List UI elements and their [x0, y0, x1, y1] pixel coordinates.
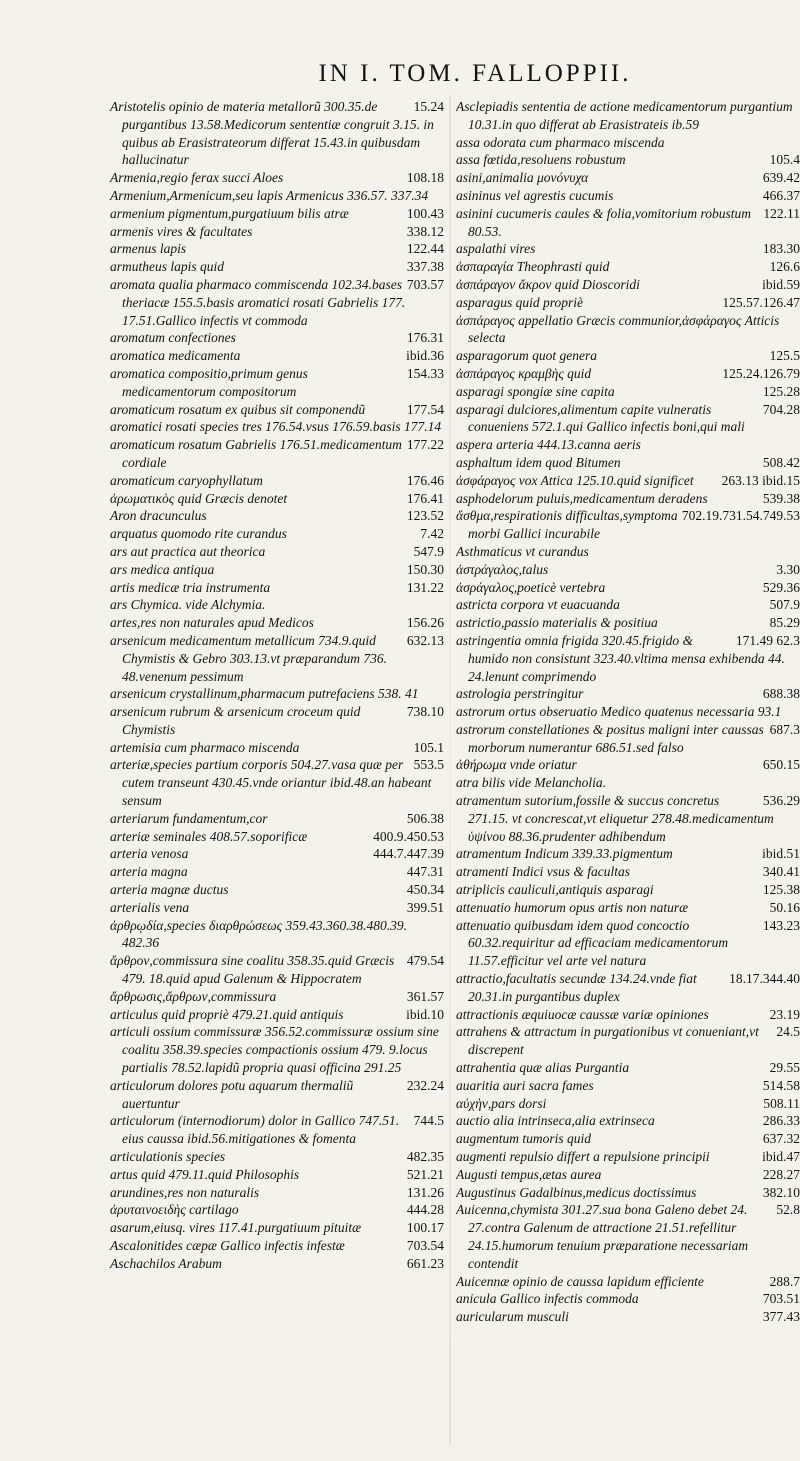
index-entry: [110, 507, 444, 525]
index-entry: [110, 543, 444, 561]
entry-page-ref: 514.58: [762, 1077, 800, 1093]
entry-text: asparagi spongiæ sine capita: [456, 383, 615, 399]
entry-text: ἀσπάραγον ἄκρον quid Dioscoridi: [456, 276, 640, 292]
entry-page-ref: 176.41: [406, 490, 444, 506]
entry-page-ref: 703.51: [762, 1291, 800, 1307]
index-entry: [110, 1077, 444, 1113]
entry-page-ref: 466.37: [762, 187, 800, 203]
entry-page-ref: 340.41: [762, 864, 800, 880]
entry-page-ref: 539.38: [762, 490, 800, 506]
entry-page-ref: 125.28: [762, 383, 800, 399]
index-entry: [456, 276, 800, 294]
entry-text: ars aut practica aut theorica: [110, 543, 266, 559]
entry-page-ref: 744.5: [413, 1113, 444, 1129]
index-entry: [456, 1166, 800, 1184]
entry-page-ref: 632.13: [406, 632, 444, 648]
entry-page-ref: 288.7: [769, 1273, 800, 1289]
entry-text: atramentum sutorium,fossile & succus concretus 271.15. vt concrescat,vt eliquetur 278.48.medicamentum ὑψίνου 88.36.prudenter adhibendum: [456, 793, 774, 844]
index-entry: [110, 952, 444, 988]
entry-page-ref: 639.42: [762, 170, 800, 186]
index-entry: [456, 845, 800, 863]
entry-text: aromatica medicamenta: [110, 348, 241, 364]
entry-page-ref: ibid.51: [762, 846, 800, 862]
entry-text: Auicennæ opinio de caussa lapidum efficiente: [456, 1273, 704, 1289]
entry-text: artis medicæ tria instrumenta: [110, 579, 271, 595]
index-entry: [456, 134, 800, 152]
entry-page-ref: 337.38: [406, 259, 444, 275]
index-entry: [110, 685, 444, 703]
index-entry: [456, 98, 800, 134]
index-entry: [110, 223, 444, 241]
entry-page-ref: 361.57: [406, 988, 444, 1004]
entry-text: aromaticum rosatum ex quibus sit componendũ: [110, 401, 366, 417]
entry-text: artus quid 479.11.quid Philosophis: [110, 1166, 300, 1182]
entry-page-ref: 232.24: [406, 1077, 444, 1093]
entry-text: Augustinus Gadalbinus,medicus doctissimus: [456, 1184, 697, 1200]
entry-page-ref: 508.42: [762, 454, 800, 470]
entry-text: ἀθήρωμα vnde oriatur: [456, 757, 577, 773]
index-entry: [110, 917, 444, 953]
index-entry: [456, 205, 800, 241]
index-entry: [456, 721, 800, 757]
entry-text: armenis vires & facultates: [110, 223, 253, 239]
entry-page-ref: 125.38: [762, 882, 800, 898]
entry-page-ref: 23.19: [769, 1006, 800, 1022]
entry-text: Aron dracunculus: [110, 508, 207, 524]
entry-text: aromatum confectiones: [110, 330, 236, 346]
entry-page-ref: 131.22: [406, 579, 444, 595]
index-entry: [456, 1023, 800, 1059]
index-entry: [110, 739, 444, 757]
index-entry: [456, 258, 800, 276]
entry-page-ref: 183.30: [762, 241, 800, 257]
index-entry: [456, 151, 800, 169]
entry-text: astringentia omnia frigida 320.45.frigido & humido non consistunt 323.40.vltima mensa exhibenda 44. 24.lenunt comprimendo: [456, 632, 785, 684]
entry-text: arteria venosa: [110, 846, 189, 862]
entry-page-ref: 506.38: [406, 810, 444, 826]
entry-text: articulorum dolores potu aquarum thermaliũ auertuntur: [110, 1077, 354, 1111]
entry-page-ref: ibid.59: [762, 276, 800, 292]
index-entry: [456, 490, 800, 508]
index-entry: [110, 240, 444, 258]
entry-text: Aristotelis opinio de materia metallorũ 300.35.de purgantibus 13.58.Medicorum sententiæ congruit 3.15. in quibus ab Erasistrateorum differat 15.43.in quibusdam hallucinatur: [110, 99, 434, 168]
entry-text: auctio alia intrinseca,alia extrinseca: [456, 1113, 655, 1129]
index-entry: [110, 596, 444, 614]
entry-text: armutheus lapis quid: [110, 259, 225, 275]
entry-page-ref: 100.17: [406, 1220, 444, 1236]
entry-page-ref: 687.3: [769, 721, 800, 737]
entry-text: arundines,res non naturalis: [110, 1184, 260, 1200]
index-entry: [456, 774, 800, 792]
index-entry: [456, 543, 800, 561]
entry-page-ref: 482.35: [406, 1149, 444, 1165]
index-entry: [110, 632, 444, 685]
page-header: [0, 60, 800, 88]
index-entry: [110, 703, 444, 739]
index-entry: [456, 472, 800, 490]
entry-page-ref: 553.5: [413, 757, 444, 773]
index-entry: [456, 401, 800, 437]
entry-page-ref: 7.42: [420, 526, 444, 542]
entry-text: ars Chymica. vide Alchymia.: [110, 597, 266, 613]
entry-text: atramentum Indicum 339.33.pigmentum: [456, 846, 673, 862]
index-entry: [456, 1112, 800, 1130]
entry-page-ref: 536.29: [762, 793, 800, 809]
entry-page-ref: 100.43: [406, 205, 444, 221]
index-entry: [110, 329, 444, 347]
entry-text: articulationis species: [110, 1149, 226, 1165]
entry-page-ref: 338.12: [406, 223, 444, 239]
index-entry: [456, 561, 800, 579]
index-entry: [110, 1237, 444, 1255]
index-entry: [456, 579, 800, 597]
entry-text: assa odorata cum pharmaco miscenda: [456, 134, 665, 150]
entry-text: attractio,facultatis secundæ 134.24.vnde fiat 20.31.in purgantibus duplex: [456, 971, 697, 1004]
entry-page-ref: 702.19.731.54.749.53: [681, 508, 800, 524]
index-entry: [110, 401, 444, 419]
entry-text: Armenia,regio ferax succi Aloes: [110, 170, 284, 186]
index-entry: [110, 1023, 444, 1076]
entry-text: ἀσπάραγος κραμβὴς quid: [456, 365, 592, 381]
index-entry: [110, 845, 444, 863]
index-entry: [456, 1308, 800, 1326]
index-entry: [110, 276, 444, 329]
entry-page-ref: 24.5: [776, 1024, 800, 1040]
entry-page-ref: 450.34: [406, 882, 444, 898]
index-entry: [456, 1273, 800, 1291]
entry-page-ref: 637.32: [762, 1131, 800, 1147]
index-entry: [456, 294, 800, 312]
entry-page-ref: 143.23: [762, 917, 800, 933]
entry-page-ref: 650.15: [762, 757, 800, 773]
entry-text: Asclepiadis sententia de actione medicamentorum purgantium 10.31.in quo differat ab Erasistrateis ib.59: [456, 99, 793, 132]
entry-text: anicula Gallico infectis commoda: [456, 1291, 639, 1307]
entry-page-ref: 400.9.450.53: [373, 828, 444, 844]
entry-text: astrorum ortus obseruatio Medico quatenus necessaria 93.1: [456, 704, 782, 720]
index-entry: [110, 187, 444, 205]
entry-page-ref: 126.6: [769, 259, 800, 275]
index-entry: [456, 1077, 800, 1095]
index-entry: [110, 1201, 444, 1219]
index-entry: [110, 418, 444, 436]
index-entry: [456, 881, 800, 899]
index-entry: [110, 1148, 444, 1166]
entry-page-ref: 150.30: [406, 561, 444, 577]
entry-page-ref: 176.46: [406, 472, 444, 488]
index-entry: [456, 1201, 800, 1272]
entry-text: asphodelorum puluis,medicamentum deradens: [456, 490, 708, 506]
entry-text: asinini cucumeris caules & folia,vomitorium robustum 80.53.: [456, 205, 751, 239]
entry-text: augmenti repulsio differt a repulsione principii: [456, 1149, 710, 1165]
entry-page-ref: 156.26: [406, 615, 444, 631]
running-title: IN I. TOM. FALLOPPII.: [318, 60, 632, 87]
entry-text: ἀσφάραγος vox Attica 125.10.quid significet: [456, 472, 694, 488]
entry-text: astrorum constellationes & positus maligni inter caussas morborum numerantur 686.51.sed falso: [456, 721, 764, 755]
entry-text: articulorum (internodiorum) dolor in Gallico 747.51. eius caussa ibid.56.mitigationes & fomenta: [110, 1113, 400, 1147]
entry-text: arteriæ,species partium corporis 504.27.vasa quæ per cutem transeunt 430.45.vnde oriantur ibid.48.an habeant sensum: [110, 757, 432, 809]
entry-page-ref: 444.7.447.39: [373, 846, 444, 862]
index-entry: [456, 970, 800, 1006]
entry-text: auricularum musculi: [456, 1309, 569, 1325]
entry-text: arsenicum rubrum & arsenicum croceum quid Chymistis: [110, 704, 361, 737]
index-entry: [456, 596, 800, 614]
entry-page-ref: 108.18: [406, 170, 444, 186]
index-entry: [456, 1059, 800, 1077]
entry-text: Asthmaticus vt curandus: [456, 543, 589, 559]
entry-text: assa fœtida,resoluens robustum: [456, 152, 626, 168]
index-entry: [456, 1290, 800, 1308]
entry-page-ref: 377.43: [762, 1309, 800, 1325]
entry-text: asini,animalia μονόνυχα: [456, 170, 589, 186]
entry-text: attenuatio quibusdam idem quod concoctio 60.32.requiritur ad efficaciam medicamentorum 11.57.efficitur vel arte vel natura: [456, 917, 729, 969]
entry-page-ref: 228.27: [762, 1166, 800, 1182]
entry-page-ref: ibid.36: [406, 348, 444, 364]
entry-page-ref: 444.28: [406, 1202, 444, 1218]
entry-page-ref: 15.24: [413, 99, 444, 114]
entry-text: augmentum tumoris quid: [456, 1131, 591, 1147]
index-entry: [110, 365, 444, 401]
index-entry: [110, 525, 444, 543]
index-entry: [456, 703, 800, 721]
entry-text: ἀσπαραγία Theophrasti quid: [456, 259, 610, 275]
index-entry: [110, 169, 444, 187]
index-entry: [456, 863, 800, 881]
entry-page-ref: 171.49 62.3: [735, 632, 800, 648]
entry-text: asphaltum idem quod Bitumen: [456, 454, 621, 470]
entry-text: armenium pigmentum,purgatiuum bilis atræ: [110, 205, 349, 221]
entry-page-ref: 105.4: [769, 152, 800, 168]
index-entry: [110, 472, 444, 490]
entry-page-ref: 479.54: [406, 953, 444, 969]
index-entry: [456, 312, 800, 348]
entry-page-ref: ibid.47: [762, 1149, 800, 1165]
entry-text: auaritia auri sacra fames: [456, 1077, 594, 1093]
index-entry: [456, 454, 800, 472]
entry-text: astrologia perstringitur: [456, 686, 584, 702]
index-entry: [110, 436, 444, 472]
index-entry: [456, 1006, 800, 1024]
index-entry: [456, 1184, 800, 1202]
index-entry: [110, 899, 444, 917]
entry-text: arteria magnæ ductus: [110, 882, 229, 898]
entry-text: astrictio,passio materialis & positiua: [456, 615, 658, 631]
index-entry: [110, 347, 444, 365]
entry-page-ref: 122.44: [406, 241, 444, 257]
index-entry: [110, 614, 444, 632]
index-entry: [456, 507, 800, 543]
entry-page-ref: 177.54: [406, 401, 444, 417]
index-entry: [456, 1095, 800, 1113]
index-entry: [110, 1219, 444, 1237]
entry-page-ref: 703.54: [406, 1238, 444, 1253]
entry-text: artes,res non naturales apud Medicos: [110, 615, 314, 631]
entry-text: artemisia cum pharmaco miscenda: [110, 739, 300, 755]
entry-page-ref: 125.5: [769, 348, 800, 364]
entry-page-ref: 105.1: [413, 739, 444, 755]
index-entry: [110, 561, 444, 579]
entry-text: arterialis vena: [110, 899, 190, 915]
index-entry: [456, 917, 800, 970]
index-entry: [110, 810, 444, 828]
entry-text: aromatici rosati species tres 176.54.vsus 176.59.basis 177.14: [110, 419, 442, 435]
entry-text: articuli ossium commissuræ 356.52.commissuræ ossium sine coalitu 358.39.species compactionis ossium 479. 9.locus partialis 78.52.lapidũ propria quasi officina 291.25: [110, 1024, 439, 1076]
entry-page-ref: 263.13 ibid.15: [721, 472, 800, 488]
entry-text: asarum,eiusq. vires 117.41.purgatiuum pituitæ: [110, 1220, 362, 1236]
index-entry: [456, 899, 800, 917]
index-entry: [110, 1184, 444, 1202]
entry-page-ref: 52.8: [776, 1202, 800, 1218]
entry-text: Auicenna,chymista 301.27.sua bona Galeno debet 24. 27.contra Galenum de attractione 21.51.refellitur 24.15.humorum tenuium præparatione necessariam contendit: [456, 1202, 749, 1271]
entry-text: arsenicum crystallinum,pharmacum putrefaciens 538. 41: [110, 686, 419, 702]
entry-text: atramenti Indici vsus & facultas: [456, 864, 630, 880]
entry-page-ref: 29.55: [769, 1060, 800, 1076]
entry-page-ref: 122.11: [763, 205, 800, 221]
index-entry: [456, 383, 800, 401]
entry-text: Aschachilos Arabum: [110, 1255, 222, 1271]
index-entry: [110, 1112, 444, 1148]
entry-text: arsenicum medicamentum metallicum 734.9.quid Chymistis & Gebro 303.13.vt præparandum 736. 48.venenum pessimum: [110, 632, 388, 684]
index-entry: [110, 258, 444, 276]
entry-page-ref: 521.21: [406, 1166, 444, 1182]
entry-text: ἀρθρῳδία,species διαρθρώσεως 359.43.360.38.480.39. 482.36: [110, 917, 408, 951]
entry-text: ἀρυταινοειδὴς cartilago: [110, 1202, 239, 1218]
entry-text: ars medica antiqua: [110, 561, 215, 577]
entry-text: attenuatio humorum opus artis non naturæ: [456, 899, 689, 915]
entry-text: arquatus quomodo rite curandus: [110, 526, 287, 542]
entry-page-ref: 131.26: [406, 1184, 444, 1200]
entry-text: Ascalonitides cæpæ Gallico infectis infestæ: [110, 1238, 345, 1253]
entry-text: ἄσθμα,respirationis difficultas,symptoma morbi Gallici incurabile: [456, 508, 678, 542]
entry-text: asparagorum quot genera: [456, 348, 597, 364]
index-entry: [110, 863, 444, 881]
entry-text: aromatica compositio,primum genus medicamentorum compositorum: [110, 365, 308, 399]
entry-page-ref: 125.57.126.47: [722, 294, 800, 310]
entry-text: asparagi dulciores,alimentum capite vulneratis conueniens 572.1.qui Gallico infectis boni,qui mali: [456, 401, 745, 435]
entry-page-ref: 399.51: [406, 899, 444, 915]
entry-text: arteriarum fundamentum,cor: [110, 810, 268, 826]
entry-text: ἀστράγαλος,talus: [456, 561, 549, 577]
entry-text: armenus lapis: [110, 241, 187, 257]
entry-page-ref: 125.24.126.79: [722, 365, 800, 381]
entry-page-ref: 176.31: [406, 330, 444, 346]
index-entry: [110, 828, 444, 846]
index-entry: [456, 1148, 800, 1166]
entry-text: ἀρωματικὸς quid Græcis denotet: [110, 490, 288, 506]
entry-page-ref: 382.10: [762, 1184, 800, 1200]
entry-text: atra bilis vide Melancholia.: [456, 775, 606, 791]
index-entry: [456, 614, 800, 632]
entry-text: attractionis æquiuocæ caussæ variæ opiniones: [456, 1006, 709, 1022]
entry-text: aromaticum rosatum Gabrielis 176.51.medicamentum cordiale: [110, 437, 402, 470]
left-column: [110, 98, 444, 1273]
entry-text: ἀσπάραγος appellatio Græcis communior,ἀσφάραγος Atticis selecta: [456, 312, 780, 346]
entry-text: aspera arteria 444.13.canna aeris: [456, 437, 641, 453]
entry-text: ἄρθρωσις,ἄρθρων,commissura: [110, 988, 277, 1004]
index-entry: [110, 205, 444, 223]
entry-text: astricta corpora vt euacuanda: [456, 597, 620, 613]
entry-text: Augusti tempus,ætas aurea: [456, 1166, 602, 1182]
entry-text: αὐχὴν,pars dorsi: [456, 1095, 547, 1111]
entry-page-ref: 704.28: [762, 401, 800, 417]
index-entry: [456, 756, 800, 774]
index-entry: [110, 756, 444, 809]
entry-text: attrahens & attractum in purgationibus vt conueniant,vt discrepent: [456, 1024, 759, 1058]
index-entry: [110, 579, 444, 597]
index-entry: [110, 1006, 444, 1024]
entry-page-ref: 688.38: [762, 686, 800, 702]
index-entry: [456, 436, 800, 454]
entry-page-ref: 177.22: [406, 437, 444, 453]
entry-page-ref: 3.30: [776, 561, 800, 577]
entry-text: atriplicis cauliculi,antiquis asparagi: [456, 882, 654, 898]
index-entry: [456, 347, 800, 365]
entry-page-ref: 154.33: [406, 365, 444, 381]
index-entry: [110, 988, 444, 1006]
entry-page-ref: 738.10: [406, 704, 444, 720]
entry-text: ἀσράγαλος,poeticè vertebra: [456, 579, 606, 595]
index-entry: [456, 685, 800, 703]
entry-text: ἄρθρον,commissura sine coalitu 358.35.quid Græcis 479. 18.quid apud Galenum & Hippocratem: [110, 953, 395, 987]
entry-page-ref: 507.9: [769, 597, 800, 613]
entry-page-ref: 529.36: [762, 579, 800, 595]
column-gutter: [449, 95, 451, 1445]
right-column: [456, 98, 800, 1326]
index-entry: [110, 881, 444, 899]
entry-text: attrahentia quæ alias Purgantia: [456, 1060, 630, 1076]
entry-page-ref: 18.17.344.40: [729, 971, 800, 987]
entry-page-ref: 508.11: [763, 1095, 800, 1111]
index-entry: [110, 490, 444, 508]
index-entry: [456, 792, 800, 845]
entry-text: Armenium,Armenicum,seu lapis Armenicus 336.57. 337.34: [110, 187, 429, 203]
entry-text: articulus quid propriè 479.21.quid antiquis: [110, 1006, 344, 1022]
index-entry: [110, 1166, 444, 1184]
entry-page-ref: 447.31: [406, 864, 444, 880]
entry-page-ref: 547.9: [413, 543, 444, 559]
index-entry: [456, 365, 800, 383]
entry-text: aspalathi vires: [456, 241, 536, 257]
index-entry: [456, 169, 800, 187]
entry-page-ref: 703.57: [406, 276, 444, 292]
entry-text: asparagus quid propriè: [456, 294, 584, 310]
entry-page-ref: 50.16: [769, 899, 800, 915]
entry-text: asininus vel agrestis cucumis: [456, 187, 614, 203]
entry-page-ref: 123.52: [406, 508, 444, 524]
entry-text: aromaticum caryophyllatum: [110, 472, 263, 488]
entry-text: aromata qualia pharmaco commiscenda 102.34.bases theriacæ 155.5.basis aromatici rosati Gabrielis 177. 17.51.Gallico infectis vt commoda: [110, 276, 406, 328]
index-entry: [456, 632, 800, 685]
index-entry: [456, 1130, 800, 1148]
index-entry: [110, 1255, 444, 1273]
entry-page-ref: 661.23: [406, 1255, 444, 1271]
entry-page-ref: 286.33: [762, 1113, 800, 1129]
entry-page-ref: 85.29: [769, 615, 800, 631]
entry-text: arteria magna: [110, 864, 188, 880]
index-entry: [456, 240, 800, 258]
index-entry: [456, 187, 800, 205]
index-entry: [110, 98, 444, 169]
entry-text: arteriæ seminales 408.57.soporificæ: [110, 828, 308, 844]
entry-page-ref: ibid.10: [406, 1006, 444, 1022]
